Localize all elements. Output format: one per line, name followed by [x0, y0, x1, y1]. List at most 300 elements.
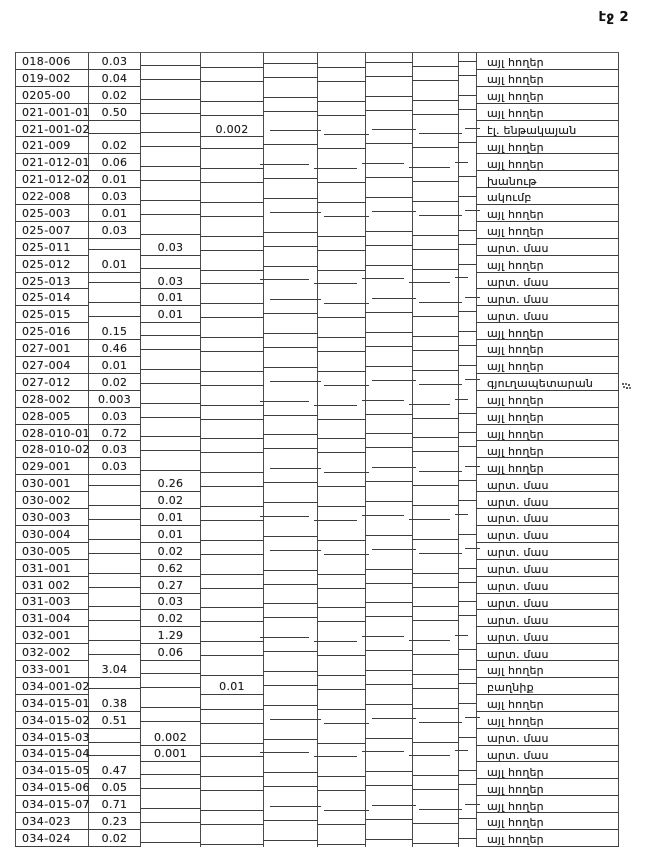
area-value-cell-2: 0.03 [141, 239, 201, 256]
empty-cell [413, 492, 459, 509]
empty-cell [264, 357, 318, 374]
empty-cell [264, 458, 318, 475]
area-value-cell-2: 1.29 [141, 627, 201, 644]
area-value-cell-3 [201, 87, 264, 104]
area-value-cell-3 [201, 425, 264, 442]
area-value-cell-2: 0.02 [141, 610, 201, 627]
area-value-cell-3 [201, 661, 264, 678]
parcel-code-cell: 030-004 [16, 526, 89, 543]
area-value-cell-1: 0.72 [89, 425, 141, 442]
spacer-cell [459, 729, 477, 746]
empty-cell [318, 357, 366, 374]
empty-cell [264, 87, 318, 104]
empty-cell [318, 171, 366, 188]
spacer-cell [459, 154, 477, 171]
parcel-code-cell: 021-012-01 [16, 154, 89, 171]
empty-cell [366, 239, 413, 256]
area-value-cell-3 [201, 70, 264, 87]
table-row [16, 746, 619, 763]
area-value-cell-3: 0.01 [201, 678, 264, 695]
empty-cell [366, 273, 413, 290]
parcel-code-cell: 025-012 [16, 256, 89, 273]
table-row [16, 53, 619, 70]
land-use-cell: այլ հողեր [477, 137, 619, 154]
area-value-cell-1: 0.02 [89, 87, 141, 104]
empty-cell [366, 306, 413, 323]
empty-cell [366, 796, 413, 813]
spacer-cell [459, 712, 477, 729]
empty-cell [318, 526, 366, 543]
spacer-cell [459, 796, 477, 813]
spacer-cell [459, 543, 477, 560]
parcel-code-cell: 027-001 [16, 340, 89, 357]
parcel-code-cell: 034-015-03 [16, 729, 89, 746]
table-row [16, 104, 619, 121]
empty-cell [318, 610, 366, 627]
table-row [16, 323, 619, 340]
area-value-cell-3 [201, 492, 264, 509]
empty-cell [366, 644, 413, 661]
empty-cell [264, 154, 318, 171]
empty-cell [318, 323, 366, 340]
empty-cell [264, 205, 318, 222]
area-value-cell-3 [201, 374, 264, 391]
area-value-cell-2: 0.01 [141, 289, 201, 306]
area-value-cell-3 [201, 577, 264, 594]
parcel-code-cell: 018-006 [16, 53, 89, 70]
table-row [16, 70, 619, 87]
empty-cell [413, 813, 459, 830]
parcel-code-cell: 025-016 [16, 323, 89, 340]
area-value-cell-3 [201, 543, 264, 560]
empty-cell [366, 70, 413, 87]
area-value-cell-2 [141, 171, 201, 188]
empty-cell [413, 830, 459, 847]
table-row [16, 239, 619, 256]
empty-cell [318, 441, 366, 458]
empty-cell [318, 813, 366, 830]
empty-cell [318, 712, 366, 729]
land-use-cell: բաղնիք [477, 678, 619, 695]
area-value-cell-1 [89, 729, 141, 746]
area-value-cell-1: 0.02 [89, 830, 141, 847]
area-value-cell-3 [201, 762, 264, 779]
area-value-cell-1 [89, 306, 141, 323]
area-value-cell-3 [201, 391, 264, 408]
empty-cell [366, 87, 413, 104]
land-use-cell: այլ հողեր [477, 830, 619, 847]
table-row [16, 560, 619, 577]
table-row [16, 121, 619, 138]
empty-cell [366, 627, 413, 644]
table-row [16, 458, 619, 475]
area-value-cell-1: 0.46 [89, 340, 141, 357]
empty-cell [264, 746, 318, 763]
empty-cell [413, 695, 459, 712]
empty-cell [264, 104, 318, 121]
empty-cell [264, 610, 318, 627]
empty-cell [413, 222, 459, 239]
area-value-cell-1: 0.47 [89, 762, 141, 779]
table-row [16, 154, 619, 171]
land-use-cell: այլ հողեր [477, 205, 619, 222]
empty-cell [366, 340, 413, 357]
parcel-code-cell: 028-010-01 [16, 425, 89, 442]
empty-cell [318, 188, 366, 205]
empty-cell [413, 374, 459, 391]
empty-cell [264, 188, 318, 205]
empty-cell [264, 830, 318, 847]
empty-cell [413, 526, 459, 543]
area-value-cell-1: 0.03 [89, 441, 141, 458]
empty-cell [366, 171, 413, 188]
table-row [16, 492, 619, 509]
land-use-cell: այլ հողեր [477, 813, 619, 830]
empty-cell [318, 104, 366, 121]
spacer-cell [459, 374, 477, 391]
empty-cell [264, 425, 318, 442]
parcel-code-cell: 032-002 [16, 644, 89, 661]
empty-cell [413, 594, 459, 611]
land-use-cell: այլ հողեր [477, 154, 619, 171]
area-value-cell-3 [201, 137, 264, 154]
area-value-cell-3 [201, 475, 264, 492]
area-value-cell-1 [89, 289, 141, 306]
area-value-cell-3 [201, 796, 264, 813]
parcel-code-cell: 034-015-02 [16, 712, 89, 729]
table-row [16, 289, 619, 306]
empty-cell [318, 256, 366, 273]
empty-cell [366, 746, 413, 763]
empty-cell [318, 762, 366, 779]
empty-cell [413, 137, 459, 154]
empty-cell [366, 256, 413, 273]
area-value-cell-3 [201, 104, 264, 121]
area-value-cell-2: 0.01 [141, 306, 201, 323]
empty-cell [264, 796, 318, 813]
table-row [16, 813, 619, 830]
spacer-cell [459, 306, 477, 323]
area-value-cell-3: 0.002 [201, 121, 264, 138]
empty-cell [318, 475, 366, 492]
empty-cell [366, 408, 413, 425]
table-row [16, 171, 619, 188]
parcel-code-cell: 022-008 [16, 188, 89, 205]
parcel-code-cell: 031-004 [16, 610, 89, 627]
empty-cell [413, 560, 459, 577]
spacer-cell [459, 188, 477, 205]
parcel-code-cell: 030-003 [16, 509, 89, 526]
land-use-cell: այլ հողեր [477, 441, 619, 458]
spacer-cell [459, 357, 477, 374]
spacer-cell [459, 70, 477, 87]
parcel-code-cell: 031 002 [16, 577, 89, 594]
empty-cell [366, 661, 413, 678]
area-value-cell-2 [141, 256, 201, 273]
parcel-code-cell: 034-015-06 [16, 779, 89, 796]
area-value-cell-2: 0.62 [141, 560, 201, 577]
land-use-cell: այլ հողեր [477, 712, 619, 729]
parcel-code-cell: 025-011 [16, 239, 89, 256]
land-use-cell: այլ հողեր [477, 779, 619, 796]
empty-cell [413, 391, 459, 408]
parcel-code-cell: 028-002 [16, 391, 89, 408]
area-value-cell-1: 0.01 [89, 205, 141, 222]
empty-cell [264, 594, 318, 611]
area-value-cell-1: 0.04 [89, 70, 141, 87]
area-value-cell-2 [141, 374, 201, 391]
area-value-cell-1 [89, 577, 141, 594]
table-row [16, 374, 619, 391]
empty-cell [264, 644, 318, 661]
empty-cell [413, 121, 459, 138]
empty-cell [318, 408, 366, 425]
empty-cell [366, 830, 413, 847]
empty-cell [413, 577, 459, 594]
land-use-cell: արտ. մաս [477, 543, 619, 560]
parcel-code-cell: 034-015-05 [16, 762, 89, 779]
empty-cell [413, 712, 459, 729]
area-value-cell-1: 0.02 [89, 374, 141, 391]
empty-cell [264, 779, 318, 796]
area-value-cell-3 [201, 644, 264, 661]
empty-cell [318, 695, 366, 712]
table-row [16, 661, 619, 678]
empty-cell [264, 137, 318, 154]
area-value-cell-1: 0.06 [89, 154, 141, 171]
empty-cell [318, 121, 366, 138]
table-row [16, 644, 619, 661]
empty-cell [413, 239, 459, 256]
empty-cell [413, 256, 459, 273]
area-value-cell-1: 0.003 [89, 391, 141, 408]
area-value-cell-2 [141, 678, 201, 695]
area-value-cell-2: 0.02 [141, 543, 201, 560]
area-value-cell-3 [201, 357, 264, 374]
spacer-cell [459, 644, 477, 661]
spacer-cell [459, 526, 477, 543]
land-use-cell: այլ հողեր [477, 796, 619, 813]
table-row [16, 678, 619, 695]
area-value-cell-2 [141, 425, 201, 442]
empty-cell [413, 644, 459, 661]
land-use-cell: էլ. ենթակայան [477, 121, 619, 138]
empty-cell [264, 171, 318, 188]
spacer-cell [459, 137, 477, 154]
table-row [16, 712, 619, 729]
parcel-code-cell: 029-001 [16, 458, 89, 475]
empty-cell [264, 661, 318, 678]
spacer-cell [459, 391, 477, 408]
table-row [16, 87, 619, 104]
land-use-cell: արտ. մաս [477, 306, 619, 323]
empty-cell [366, 458, 413, 475]
empty-cell [413, 154, 459, 171]
land-use-cell: այլ հողեր [477, 87, 619, 104]
table-row [16, 357, 619, 374]
parcel-code-cell: 028-005 [16, 408, 89, 425]
area-value-cell-2 [141, 408, 201, 425]
empty-cell [366, 188, 413, 205]
area-value-cell-1: 0.71 [89, 796, 141, 813]
area-value-cell-2 [141, 70, 201, 87]
land-use-cell: այլ հողեր [477, 53, 619, 70]
area-value-cell-1: 0.05 [89, 779, 141, 796]
land-use-cell: արտ. մաս [477, 644, 619, 661]
empty-cell [366, 594, 413, 611]
area-value-cell-2 [141, 441, 201, 458]
table-row [16, 391, 619, 408]
area-value-cell-1 [89, 273, 141, 290]
parcel-code-cell: 025-015 [16, 306, 89, 323]
empty-cell [413, 746, 459, 763]
area-value-cell-2 [141, 53, 201, 70]
empty-cell [264, 53, 318, 70]
area-value-cell-1: 0.03 [89, 222, 141, 239]
empty-cell [264, 678, 318, 695]
spacer-cell [459, 289, 477, 306]
area-value-cell-1: 0.03 [89, 188, 141, 205]
spacer-cell [459, 813, 477, 830]
empty-cell [366, 543, 413, 560]
empty-cell [264, 475, 318, 492]
empty-cell [318, 391, 366, 408]
area-value-cell-3 [201, 729, 264, 746]
parcel-code-cell: 034-023 [16, 813, 89, 830]
land-use-cell: գյուղապետարան [477, 374, 619, 391]
area-value-cell-3 [201, 289, 264, 306]
area-value-cell-1 [89, 746, 141, 763]
area-value-cell-3 [201, 154, 264, 171]
area-value-cell-1: 0.01 [89, 171, 141, 188]
empty-cell [413, 779, 459, 796]
area-value-cell-3 [201, 627, 264, 644]
area-value-cell-2 [141, 779, 201, 796]
empty-cell [264, 391, 318, 408]
spacer-cell [459, 273, 477, 290]
empty-cell [318, 627, 366, 644]
empty-cell [366, 729, 413, 746]
empty-cell [264, 560, 318, 577]
empty-cell [318, 87, 366, 104]
empty-cell [413, 796, 459, 813]
empty-cell [264, 222, 318, 239]
area-value-cell-2 [141, 357, 201, 374]
empty-cell [366, 425, 413, 442]
area-value-cell-1 [89, 121, 141, 138]
area-value-cell-2 [141, 391, 201, 408]
land-use-cell: արտ. մաս [477, 627, 619, 644]
empty-cell [366, 441, 413, 458]
empty-cell [264, 762, 318, 779]
land-use-cell: արտ. մաս [477, 239, 619, 256]
area-value-cell-2: 0.27 [141, 577, 201, 594]
land-use-cell: ակումբ [477, 188, 619, 205]
parcel-code-cell: 021-001-02 [16, 121, 89, 138]
table-row [16, 205, 619, 222]
area-value-cell-2: 0.002 [141, 729, 201, 746]
spacer-cell [459, 408, 477, 425]
empty-cell [318, 492, 366, 509]
empty-cell [366, 610, 413, 627]
empty-cell [413, 729, 459, 746]
land-use-cell: արտ. մաս [477, 746, 619, 763]
empty-cell [264, 492, 318, 509]
area-value-cell-3 [201, 830, 264, 847]
area-value-cell-1: 0.01 [89, 357, 141, 374]
empty-cell [366, 137, 413, 154]
empty-cell [413, 543, 459, 560]
land-use-cell: այլ հողեր [477, 458, 619, 475]
area-value-cell-2 [141, 121, 201, 138]
area-value-cell-3 [201, 594, 264, 611]
table-row [16, 509, 619, 526]
area-value-cell-3 [201, 408, 264, 425]
area-value-cell-3 [201, 323, 264, 340]
empty-cell [413, 357, 459, 374]
empty-cell [264, 813, 318, 830]
spacer-cell [459, 475, 477, 492]
area-value-cell-1: 0.02 [89, 137, 141, 154]
empty-cell [318, 458, 366, 475]
land-use-cell: այլ հողեր [477, 340, 619, 357]
spacer-cell [459, 425, 477, 442]
land-use-cell: արտ. մաս [477, 509, 619, 526]
empty-cell [366, 779, 413, 796]
area-value-cell-3 [201, 306, 264, 323]
area-value-cell-3 [201, 779, 264, 796]
empty-cell [366, 121, 413, 138]
area-value-cell-2 [141, 340, 201, 357]
area-value-cell-1 [89, 610, 141, 627]
parcel-code-cell: 0205-00 [16, 87, 89, 104]
area-value-cell-2 [141, 830, 201, 847]
area-value-cell-1 [89, 594, 141, 611]
empty-cell [264, 509, 318, 526]
land-use-cell: արտ. մաս [477, 273, 619, 290]
empty-cell [413, 627, 459, 644]
area-value-cell-2 [141, 222, 201, 239]
empty-cell [366, 526, 413, 543]
empty-cell [413, 323, 459, 340]
empty-cell [413, 70, 459, 87]
empty-cell [413, 610, 459, 627]
area-value-cell-3 [201, 53, 264, 70]
area-value-cell-1 [89, 560, 141, 577]
empty-cell [318, 644, 366, 661]
land-use-cell: արտ. մաս [477, 289, 619, 306]
land-use-cell: արտ. մաս [477, 577, 619, 594]
empty-cell [366, 104, 413, 121]
page-number: էջ 2 [598, 10, 629, 25]
spacer-cell [459, 661, 477, 678]
area-value-cell-1: 0.38 [89, 695, 141, 712]
table-row [16, 526, 619, 543]
area-value-cell-2 [141, 762, 201, 779]
land-use-cell: այլ հողեր [477, 391, 619, 408]
empty-cell [264, 121, 318, 138]
area-value-cell-1: 0.03 [89, 408, 141, 425]
empty-cell [413, 509, 459, 526]
table-row [16, 340, 619, 357]
land-use-cell: արտ. մաս [477, 729, 619, 746]
empty-cell [413, 289, 459, 306]
table-row [16, 306, 619, 323]
land-use-cell: այլ հողեր [477, 425, 619, 442]
parcel-code-cell: 021-009 [16, 137, 89, 154]
land-use-cell: արտ. մաս [477, 492, 619, 509]
empty-cell [264, 526, 318, 543]
